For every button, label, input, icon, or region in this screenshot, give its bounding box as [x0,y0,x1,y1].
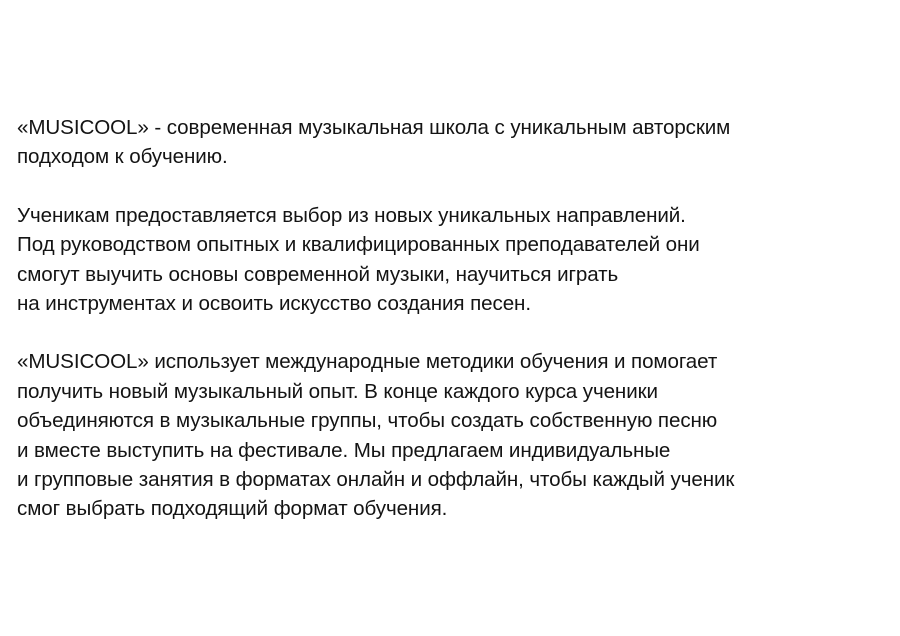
text-line: Под руководством опытных и квалифицированных преподавателей они [17,233,700,257]
text-line: подходом к обучению. [17,145,228,169]
text-line: и групповые занятия в форматах онлайн и оффлайн, чтобы каждый ученик [17,468,735,492]
text-line: на инструментах и освоить искусство создания песен. [17,292,531,316]
paragraph-intro [17,113,897,172]
paragraph-directions [17,201,897,319]
text-line: объединяются в музыкальные группы, чтобы создать собственную песню [17,409,718,433]
text-line: Ученикам предоставляется выбор из новых уникальных направлений. [17,203,686,227]
text-line: «MUSICOOL» использует международные методики обучения и помогает [17,350,718,374]
text-line: и вместе выступить на фестивале. Мы предлагаем индивидуальные [17,438,671,462]
document-text [17,113,897,553]
paragraph-methods [17,347,897,523]
text-line: смогут выучить основы современной музыки, научиться играть [17,262,619,286]
text-line: получить новый музыкальный опыт. В конце каждого курса ученики [17,379,658,403]
text-line: «MUSICOOL» - современная музыкальная школа с уникальным авторским [17,116,731,139]
text-line: смог выбрать подходящий формат обучения. [17,497,448,521]
